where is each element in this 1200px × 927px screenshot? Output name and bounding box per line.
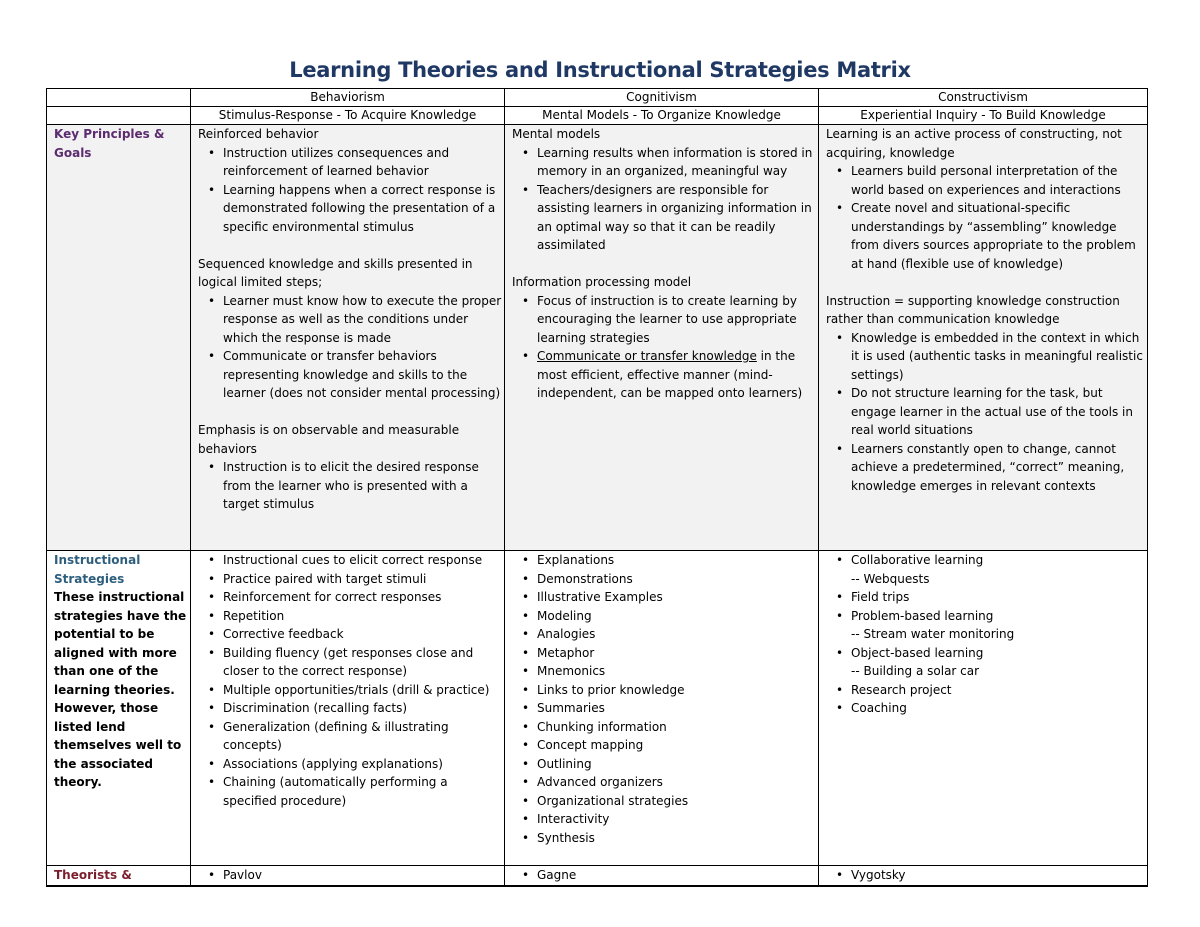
strategy-list: [826, 681, 1147, 718]
list-item: • Do not structure learning for the task, but engage learner in the actual use of the tools in real world situations: [851, 384, 1147, 440]
list-item: • Building fluency (get responses close and closer to the correct response): [223, 644, 504, 681]
column-header-behaviorism: Behaviorism: [191, 89, 505, 107]
principle-list: [198, 292, 504, 403]
principle-list: [198, 144, 504, 237]
list-item: • Knowledge is embedded in the context in which it is used (authentic tasks in meaningful realistic settings): [851, 329, 1147, 385]
principle-intro: Emphasis is on observable and measurable behaviors: [198, 423, 460, 456]
list-item: • Pavlov: [223, 866, 504, 885]
theory-matrix-table: [46, 88, 1148, 887]
principle-list: [512, 144, 818, 255]
strategy-list: [826, 551, 1147, 570]
list-item: • Problem-based learning: [851, 607, 1147, 626]
list-item: • Reinforcement for correct responses: [223, 588, 504, 607]
row-label-strategies: Instructional Strategies: [54, 553, 141, 586]
header-row-names: [47, 89, 1148, 107]
cell-cognitivism-strategies: [505, 551, 819, 866]
list-item: • Analogies: [537, 625, 818, 644]
principle-list: [198, 458, 504, 514]
list-item: • Focus of instruction is to create learning by encouraging the learner to use appropriate learning strategies: [537, 292, 818, 348]
list-item: • Corrective feedback: [223, 625, 504, 644]
sub-item: -- Building a solar car: [851, 664, 980, 678]
list-item: • Links to prior knowledge: [537, 681, 818, 700]
list-item: • Communicate or transfer behaviors representing knowledge and skills to the learner (does not consider mental processing): [223, 347, 504, 403]
list-item: • Learning happens when a correct response is demonstrated following the presentation of a specific environmental stimulus: [223, 181, 504, 237]
list-item: • Collaborative learning: [851, 551, 1147, 570]
list-item: • Learning results when information is stored in memory in an organized, meaningful way: [537, 144, 818, 181]
list-item: • Chunking information: [537, 718, 818, 737]
column-subtitle-behaviorism: Stimulus-Response - To Acquire Knowledge: [191, 107, 505, 125]
spacer: [198, 236, 504, 255]
list-item: • Create novel and situational-specific understandings by “assembling” knowledge from divers sources appropriate to the problem at hand (flexible use of knowledge): [851, 199, 1147, 273]
list-item: [537, 347, 818, 403]
list-item: • Instruction is to elicit the desired response from the learner who is presented with a target stimulus: [223, 458, 504, 514]
principle-intro: Instruction = supporting knowledge construction rather than communication knowledge: [826, 293, 1120, 326]
row-label-theorists: Theorists &: [54, 868, 132, 882]
list-item: • Teachers/designers are responsible for assisting learners in organizing information in an optimal way so that it can be readily assimilated: [537, 181, 818, 255]
list-item: • Vygotsky: [851, 866, 1147, 885]
list-item: • Gagne: [537, 866, 818, 885]
row-label-cell: [47, 125, 191, 551]
column-subtitle-constructivism: Experiential Inquiry - To Build Knowledge: [819, 107, 1148, 125]
list-item: • Mnemonics: [537, 662, 818, 681]
principle-list: [826, 329, 1147, 496]
list-item: • Synthesis: [537, 829, 818, 848]
row-key-principles: [47, 125, 1148, 551]
principle-list: [512, 292, 818, 403]
list-item: • Learners build personal interpretation of the world based on experiences and interactions: [851, 162, 1147, 199]
list-item: • Practice paired with target stimuli: [223, 570, 504, 589]
principle-intro: Mental models: [512, 127, 601, 141]
list-item: • Instructional cues to elicit correct response: [223, 551, 504, 570]
cell-behaviorism-theorists: [191, 866, 505, 886]
principle-intro: Reinforced behavior: [198, 127, 319, 141]
row-strategies: [47, 551, 1148, 866]
list-item: • Interactivity: [537, 810, 818, 829]
list-item: • Learners constantly open to change, cannot achieve a predetermined, “correct” meaning, knowledge emerges in relevant contexts: [851, 440, 1147, 496]
spacer: [826, 273, 1147, 292]
list-item: • Organizational strategies: [537, 792, 818, 811]
row-label-cell: [47, 551, 191, 866]
principle-intro: Sequenced knowledge and skills presented in logical limited steps;: [198, 256, 473, 289]
cell-constructivism-principles: [819, 125, 1148, 551]
spacer: [512, 255, 818, 274]
cell-constructivism-theorists: [819, 866, 1148, 886]
list-item: • Chaining (automatically performing a specified procedure): [223, 773, 504, 810]
strategy-list: [198, 551, 504, 810]
list-item: • Research project: [851, 681, 1147, 700]
column-header-constructivism: Constructivism: [819, 89, 1148, 107]
spacer: [198, 403, 504, 422]
corner-cell: [47, 89, 191, 107]
principle-list: [826, 162, 1147, 273]
principle-intro: Learning is an active process of constructing, not acquiring, knowledge: [826, 127, 1122, 160]
principle-intro: Information processing model: [512, 275, 692, 289]
column-header-cognitivism: Cognitivism: [505, 89, 819, 107]
list-item: • Summaries: [537, 699, 818, 718]
list-item: • Generalization (defining & illustrating concepts): [223, 718, 504, 755]
cell-behaviorism-strategies: [191, 551, 505, 866]
column-subtitle-cognitivism: Mental Models - To Organize Knowledge: [505, 107, 819, 125]
list-item: • Explanations: [537, 551, 818, 570]
list-item: • Associations (applying explanations): [223, 755, 504, 774]
list-item: • Outlining: [537, 755, 818, 774]
row-label-key-principles: Key Principles & Goals: [54, 127, 165, 160]
sub-item: -- Stream water monitoring: [851, 627, 1015, 641]
list-item: • Metaphor: [537, 644, 818, 663]
row-label-cell: [47, 866, 191, 886]
list-item-rest: in the most efficient, effective manner (mind-independent, can be mapped onto learners): [537, 349, 803, 400]
cell-cognitivism-theorists: [505, 866, 819, 886]
list-item: • Instruction utilizes consequences and reinforcement of learned behavior: [223, 144, 504, 181]
page-title: Learning Theories and Instructional Strategies Matrix: [289, 58, 911, 82]
theorist-list: [826, 866, 1147, 885]
cell-behaviorism-principles: [191, 125, 505, 551]
header-row-subtitles: [47, 107, 1148, 125]
underlined-phrase: Communicate or transfer knowledge: [537, 349, 757, 363]
cell-constructivism-strategies: [819, 551, 1148, 866]
list-item: • Illustrative Examples: [537, 588, 818, 607]
list-item: • Advanced organizers: [537, 773, 818, 792]
list-item: • Field trips: [851, 588, 1147, 607]
list-item: • Multiple opportunities/trials (drill & practice): [223, 681, 504, 700]
list-item: • Discrimination (recalling facts): [223, 699, 504, 718]
row-label-note: These instructional strategies have the potential to be aligned with more than one of the learning theories. However, those listed lend themselves well to the associated theory.: [54, 590, 187, 789]
list-item: • Coaching: [851, 699, 1147, 718]
row-theorists: [47, 866, 1148, 886]
strategy-list: [512, 551, 818, 847]
list-item: • Modeling: [537, 607, 818, 626]
sub-item: -- Webquests: [851, 571, 930, 586]
list-item: • Demonstrations: [537, 570, 818, 589]
cell-cognitivism-principles: [505, 125, 819, 551]
list-item: • Concept mapping: [537, 736, 818, 755]
list-item: • Object-based learning: [851, 644, 1147, 663]
theorist-list: [512, 866, 818, 885]
theorist-list: [198, 866, 504, 885]
strategy-list: [826, 644, 1147, 663]
list-item: • Repetition: [223, 607, 504, 626]
list-item: • Learner must know how to execute the proper response as well as the conditions under which the response is made: [223, 292, 504, 348]
strategy-list: [826, 588, 1147, 625]
corner-cell-2: [47, 107, 191, 125]
